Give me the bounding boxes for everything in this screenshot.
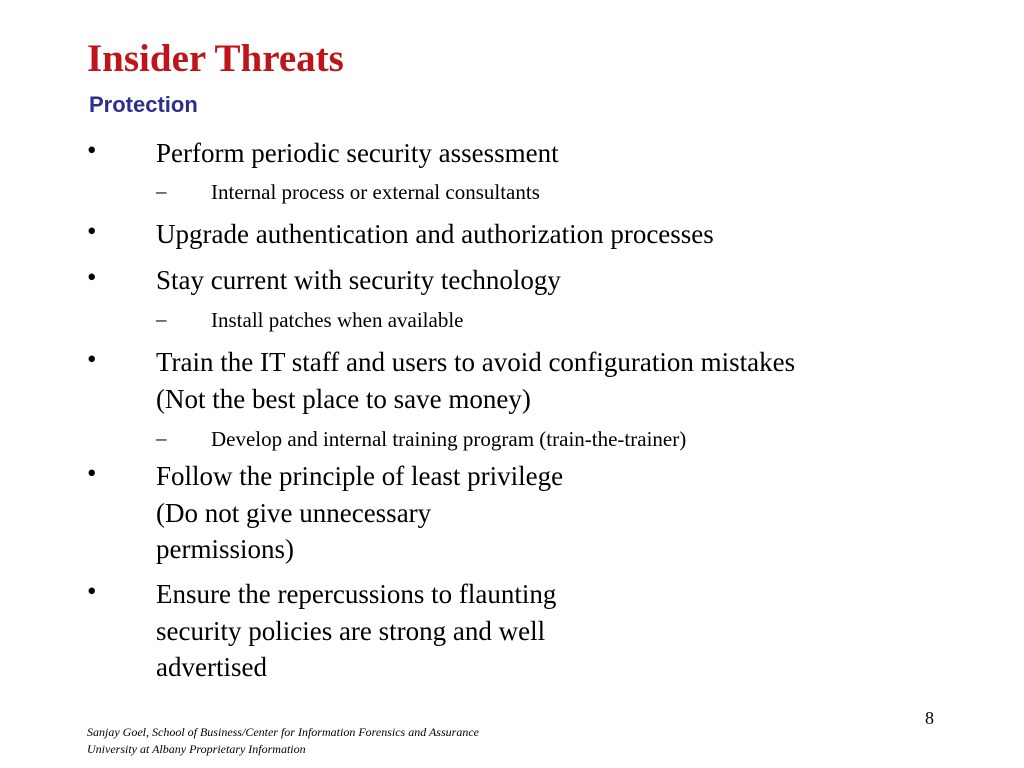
- bullet-text: [156, 262, 561, 299]
- bullet-text: [156, 576, 556, 686]
- footer-line: Sanjay Goel, School of Business/Center for Information Forensics and Assurance: [87, 725, 479, 739]
- slide-title: Insider Threats: [87, 37, 344, 80]
- bullet-text-line: Train the IT staff and users to avoid configuration mistakes: [156, 347, 796, 377]
- bullet-marker: •: [87, 344, 97, 374]
- bullet-text-line: (Not the best place to save money): [156, 383, 531, 414]
- sub-bullet-text: [211, 307, 463, 333]
- bullet-text-line: permissions): [156, 534, 294, 564]
- dash-marker: –: [156, 179, 167, 203]
- slide-subtitle: Protection: [89, 92, 198, 117]
- sub-bullet-text-line: Internal process or external consultants: [211, 180, 540, 204]
- bullet-text-line: Perform periodic security assessment: [156, 138, 559, 168]
- bullet-text: [156, 458, 563, 568]
- bullet-marker: •: [87, 576, 97, 606]
- bullet-text-line: (Do not give unnecessary: [156, 497, 432, 528]
- bullet-marker: •: [87, 216, 97, 246]
- bullet-text-line: advertised: [156, 652, 267, 682]
- bullet-marker: •: [87, 262, 97, 292]
- bullet-text-line: Ensure the repercussions to flaunting: [156, 579, 557, 609]
- sub-bullet-text: [211, 179, 540, 205]
- bullet-text-line: security policies are strong and well: [156, 615, 546, 646]
- dash-marker: –: [156, 307, 167, 331]
- page-number: 8: [925, 708, 934, 728]
- bullet-text: [156, 344, 795, 417]
- footer: [87, 724, 479, 758]
- bullet-marker: •: [87, 458, 97, 488]
- sub-bullet-text: [211, 426, 686, 452]
- sub-bullet-text-line: Develop and internal training program (train-the-trainer): [211, 427, 687, 451]
- bullet-marker: •: [87, 135, 97, 165]
- bullet-text-line: Stay current with security technology: [156, 265, 561, 295]
- footer-line: University at Albany Proprietary Information: [87, 742, 306, 756]
- bullet-text-line: Upgrade authentication and authorization processes: [156, 219, 714, 249]
- sub-bullet-text-line: Install patches when available: [211, 308, 464, 332]
- bullet-text: [156, 216, 714, 253]
- bullet-text-line: Follow the principle of least privilege: [156, 461, 564, 491]
- dash-marker: –: [156, 426, 167, 450]
- bullet-text: [156, 135, 559, 172]
